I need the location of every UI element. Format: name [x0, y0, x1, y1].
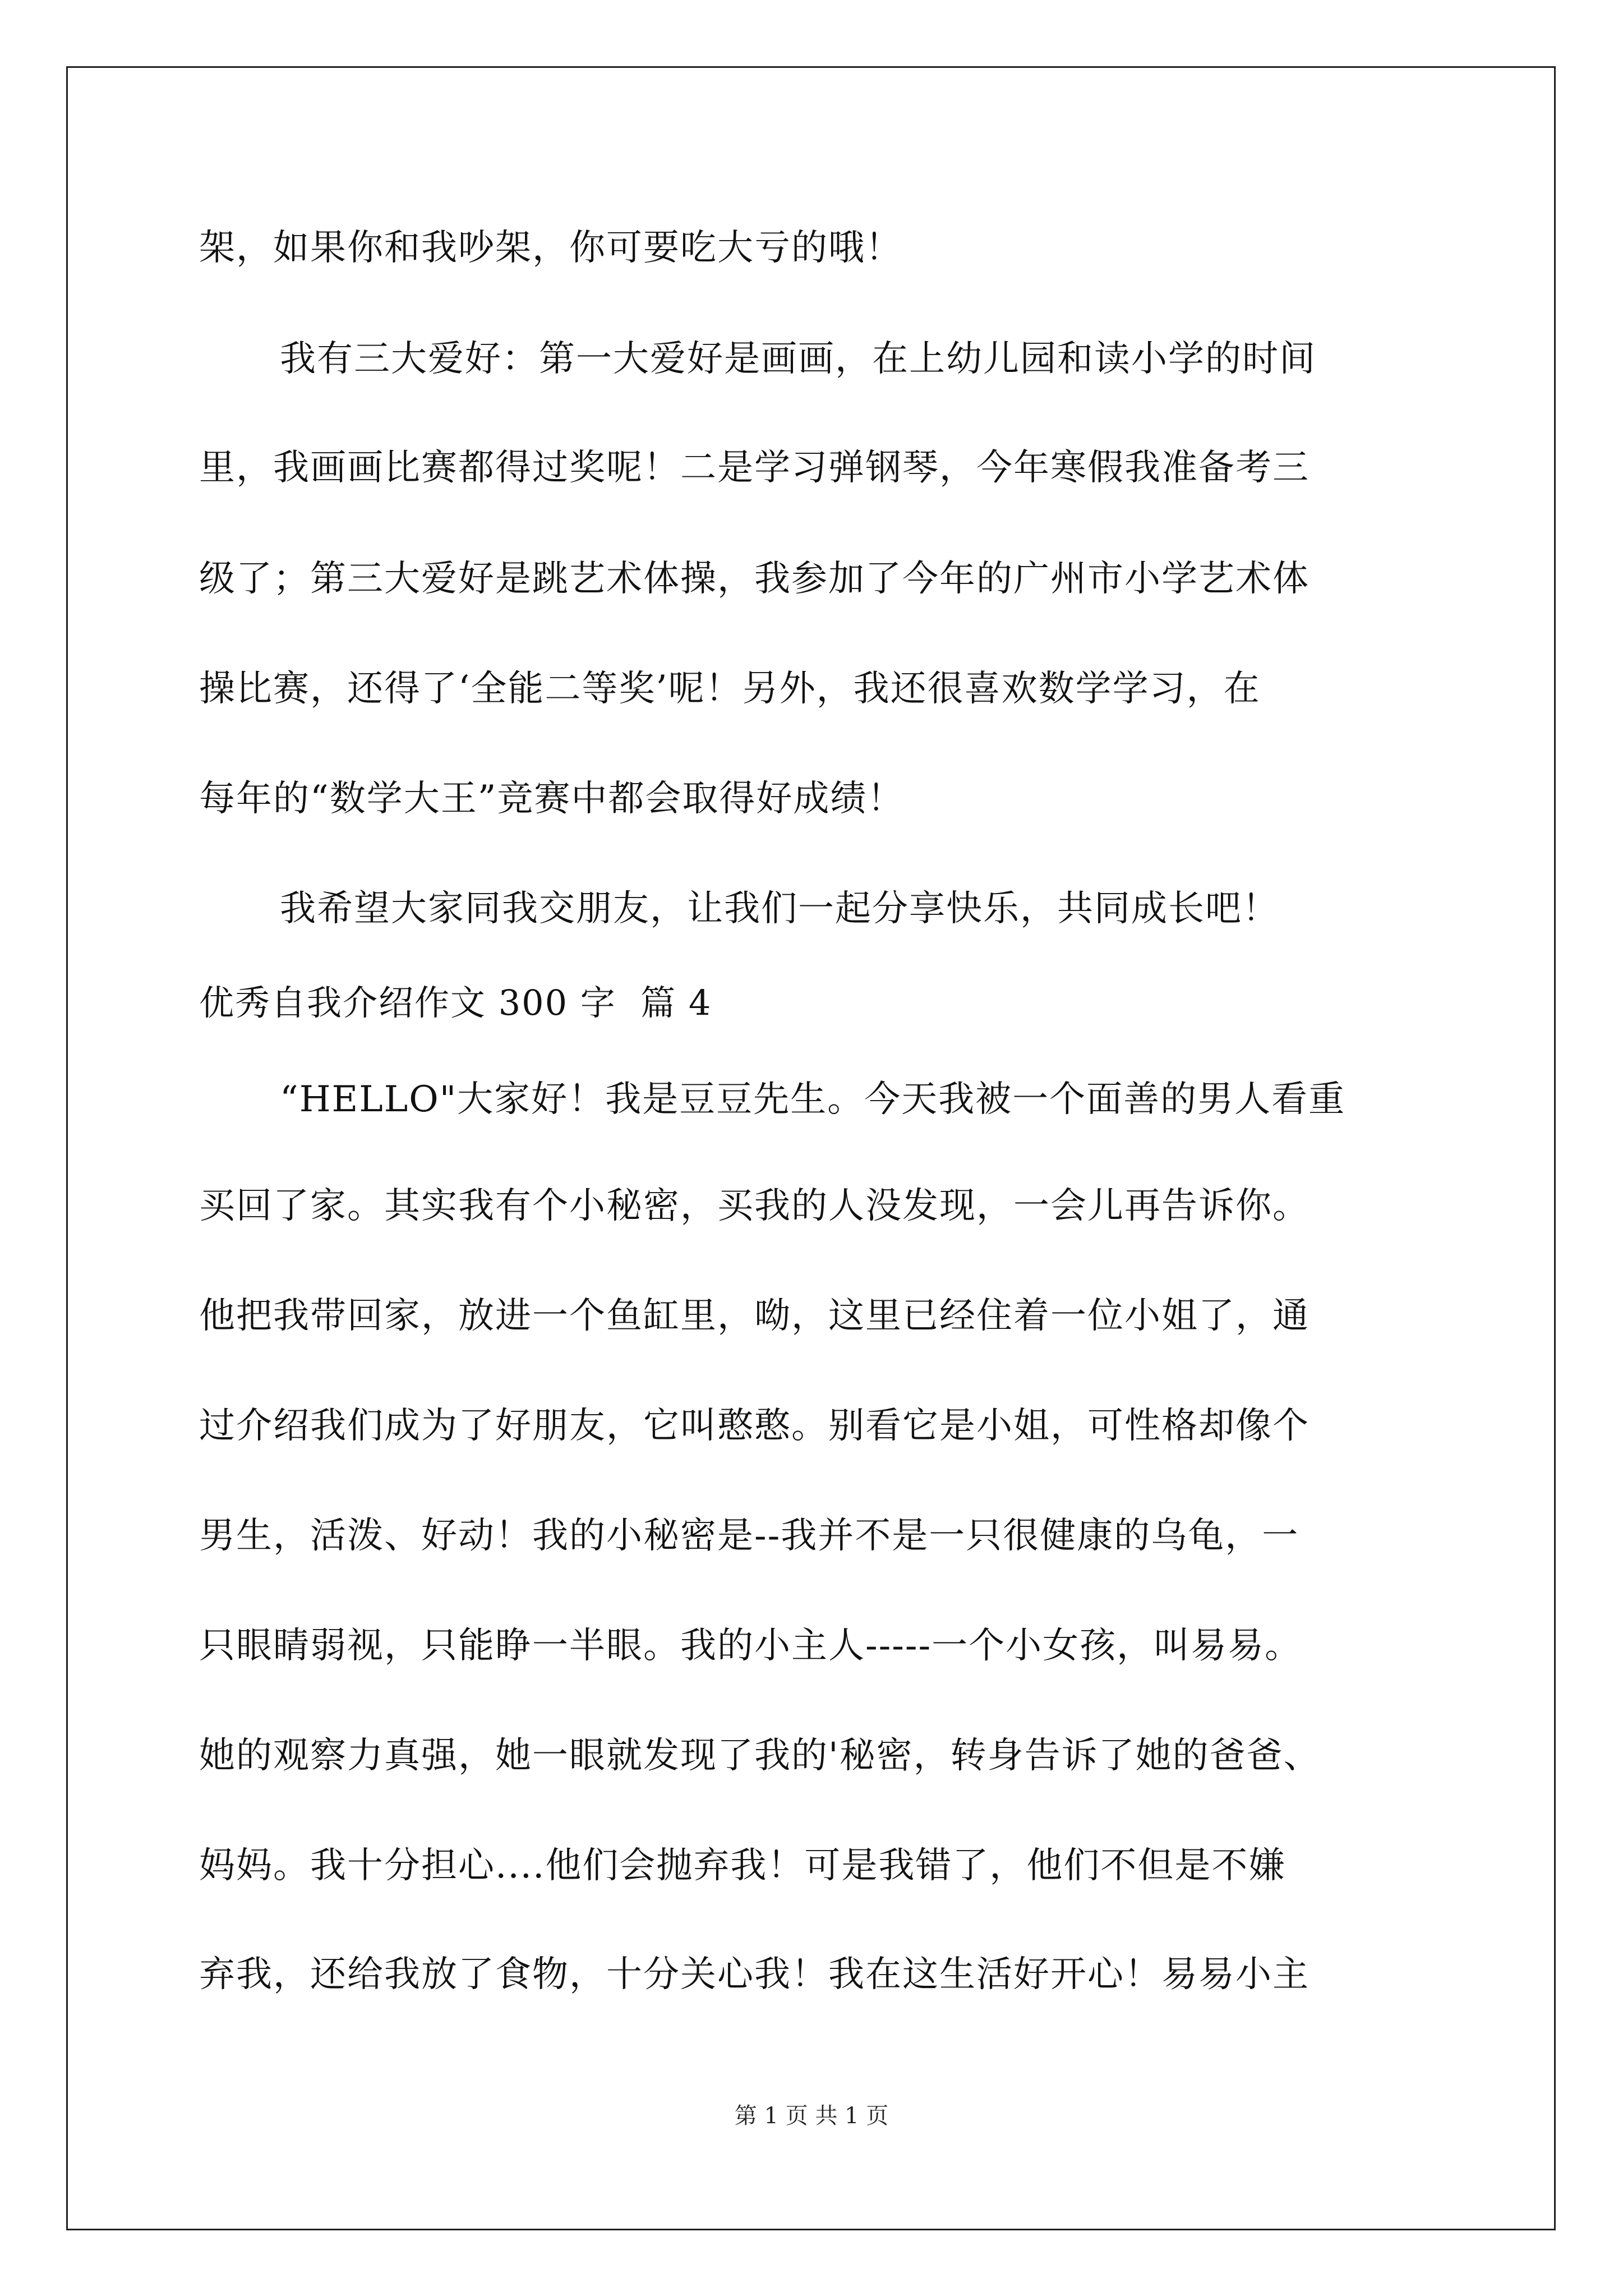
text-line: 妈妈。我十分担心....他们会抛弃我！可是我错了，他们不但是不嫌: [199, 1845, 1286, 1887]
paragraph-start-line: 我希望大家同我交朋友，让我们一起分享快乐，共同成长吧！: [280, 888, 1279, 930]
text-line: 过介绍我们成为了好朋友，它叫憨憨。别看它是小姐，可性格却像个: [199, 1405, 1310, 1447]
paragraph-start-line: “HELLO"大家好！我是豆豆先生。今天我被一个面善的男人看重: [280, 1079, 1346, 1120]
paragraph-start-line: 我有三大爱好：第一大爱好是画画，在上幼儿园和读小学的时间: [280, 338, 1316, 380]
text-line: 只眼睛弱视，只能睁一半眼。我的小主人-----一个小女孩，叫易易。: [199, 1625, 1302, 1667]
text-line: 每年的“数学大王”竞赛中都会取得好成绩！: [199, 778, 905, 820]
text-line: 里，我画画比赛都得过奖呢！二是学习弹钢琴，今年寒假我准备考三: [199, 447, 1310, 489]
text-line: 架，如果你和我吵架，你可要吃大亏的哦！: [199, 227, 902, 269]
text-line: 级了；第三大爱好是跳艺术体操，我参加了今年的广州市小学艺术体: [199, 558, 1310, 600]
section-heading: 优秀自我介绍作文 300 字 篇 4: [199, 982, 712, 1023]
page-border: [66, 66, 1556, 2230]
text-line: 买回了家。其实我有个小秘密，买我的人没发现，一会儿再告诉你。: [199, 1185, 1310, 1227]
page-number-footer: 第 1 页 共 1 页: [734, 2103, 889, 2129]
text-line: 男生，活泼、好动！我的小秘密是--我并不是一只很健康的乌龟，一: [199, 1515, 1299, 1557]
text-line: 弃我，还给我放了食物，十分关心我！我在这生活好开心！易易小主: [199, 1954, 1310, 1995]
text-line: 操比赛，还得了‘全能二等奖’呢！另外，我还很喜欢数学学习，在: [199, 668, 1261, 710]
text-line: 她的观察力真强，她一眼就发现了我的'秘密，转身告诉了她的爸爸、: [199, 1735, 1321, 1777]
text-line: 他把我带回家，放进一个鱼缸里，呦，这里已经住着一位小姐了，通: [199, 1295, 1310, 1337]
